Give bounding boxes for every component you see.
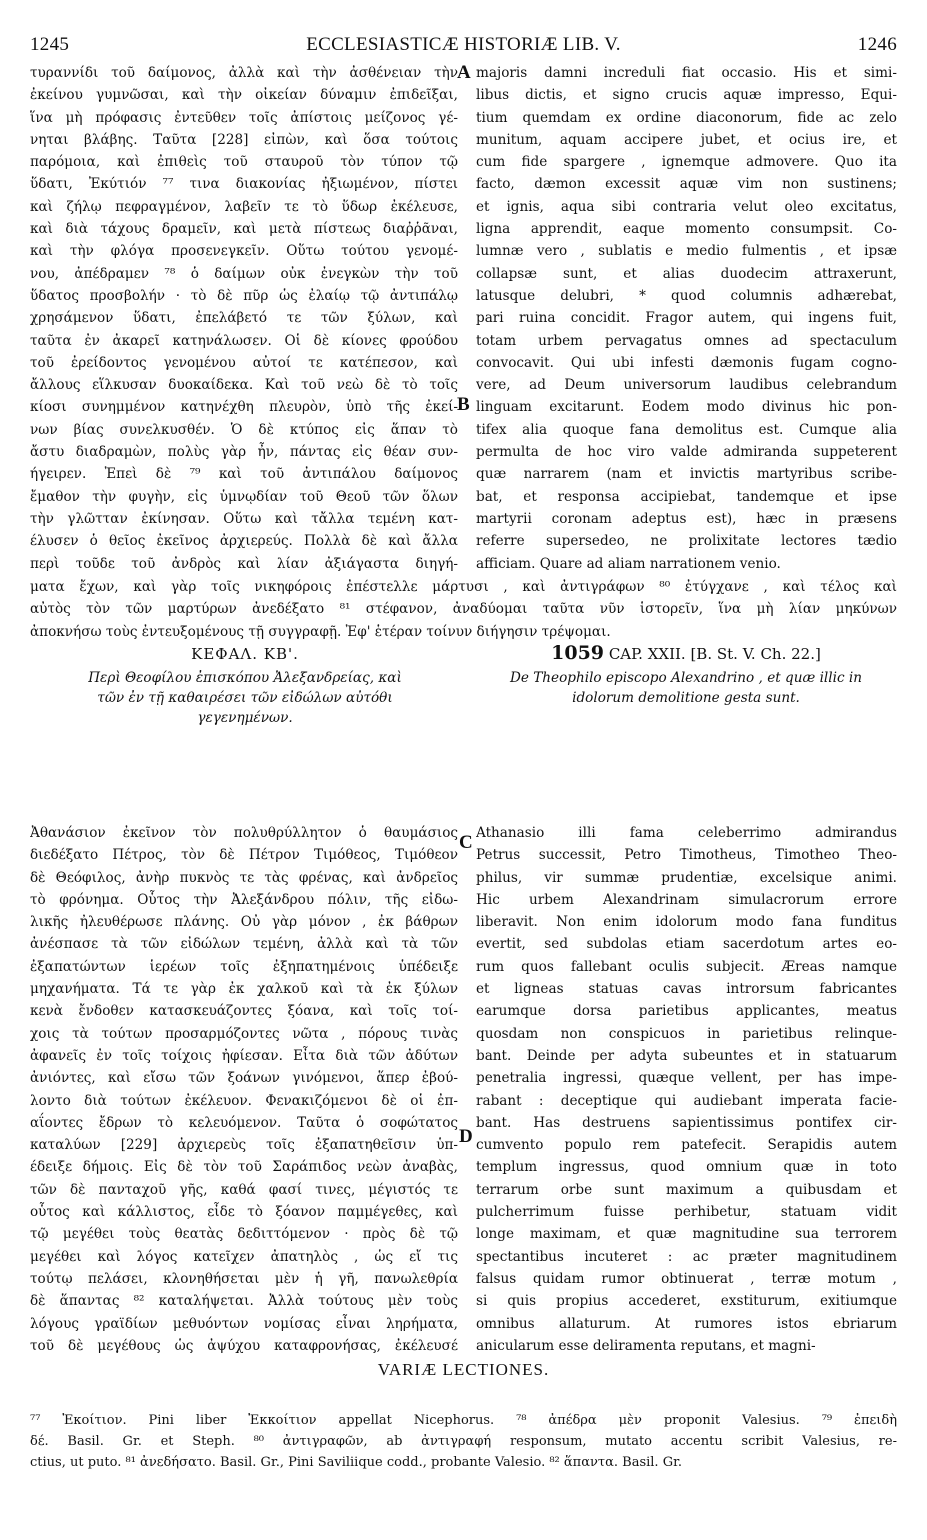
- latin-chapter-label: CAP. XXII. [B. St. V. Ch. 22.]: [608, 645, 821, 663]
- greek-line: τὴν γλῶτταν ἐκίνησαν. Οὕτω καὶ τἄλλα τεμένη κατ-: [30, 510, 458, 527]
- greek-line: νων βίας συνελκυσθέν. Ὁ δὲ κτύπος εἰς ἅπαν τὸ: [30, 421, 458, 438]
- latin-line: latusque delubri, * quod columnis adhærebat,: [476, 287, 897, 304]
- latin-line: pari ruina concidit. Fragor autem, qui ingens fuit,: [476, 310, 897, 327]
- greek-title-line: Περὶ Θεοφίλου ἐπισκόπου Ἀλεξανδρείας, καὶ: [88, 670, 402, 686]
- greek-line: αὐτὸς τὸν τῶν μαρτύρων ἀνεδέξατο ⁸¹ στέφανον, ἀναδύομαι ταῦτα νῦν ἱστορεῖν, ἵνα μὴ λίαν μηκύνων: [30, 601, 897, 618]
- greek-line: τοῦ δὲ μεγέθους ὡς ἀψύχου καταφρονήσας, ἐκέλευσέ: [30, 1337, 458, 1354]
- latin-line: liberavit. Non enim idolorum modo fana funditus: [476, 914, 897, 931]
- latin-title-line: De Theophilo episcopo Alexandrino , et quæ illic in: [509, 670, 863, 686]
- greek-line: αΐοντες ἔδρων τὸ κελευόμενον. Ταῦτα ὁ σοφώτατος: [30, 1114, 458, 1131]
- latin-line: terrarum orbe sunt maximum a quibusdam et: [476, 1181, 897, 1198]
- latin-line: collapsæ sunt, et alias duodecim attraxerunt,: [476, 265, 897, 282]
- greek-title-line: γεγενημένων.: [197, 710, 293, 726]
- latin-line: quosdam non conspicuos in parietibus relinque-: [476, 1025, 897, 1042]
- greek-line: κίοσι συνημμένον κατηνέχθη πλευρὸν, ὑπὸ τῆς ἐκεί-: [30, 399, 458, 416]
- latin-line: philus, vir summæ prudentiæ, excelsique animi.: [476, 869, 897, 886]
- latin-line: majoris damni increduli fiat occasio. His et simi-: [476, 65, 897, 81]
- latin-line: vere, ad Deum universorum laudibus celebrandum: [476, 377, 897, 394]
- greek-line: λόγους γραϊδίων μεθυόντων νομίσας εἶναι ληρήματα,: [30, 1315, 458, 1332]
- greek-line: λικῆς ἠλευθέρωσε πλάνης. Οὐ γὰρ μόνον , ἐκ βάθρων: [30, 914, 458, 931]
- greek-line: περὶ τοῦδε τοῦ ἀνδρὸς καὶ λίαν ἀξιάγαστα διηγή-: [30, 555, 458, 572]
- latin-line: cumvento populo rem patefecit. Serapidis autem: [476, 1137, 897, 1154]
- greek-line: ήγειρεν. Ἐπεὶ δὲ ⁷⁹ καὶ τοῦ ἀντιπάλου δαίμονος: [30, 466, 458, 483]
- page-title: ECCLESIASTICÆ HISTORIÆ LIB. V.: [306, 34, 621, 55]
- greek-line: λοντο διὰ τούτων ἐκέλευον. Φενακιζόμενοι δὲ οἱ ἐπ-: [30, 1092, 458, 1109]
- greek-line: νου, ἀπέδραμεν ⁷⁸ ὁ δαίμων οὐκ ἐνεγκὼν τὴν τοῦ: [30, 265, 458, 282]
- greek-line: ἐκείνου γυμνῶσαι, καὶ τὴν οἰκείαν δύναμιν ἐπιδεῖξαι,: [30, 87, 458, 104]
- latin-line: pulcherrimum fuisse perhibetur, statuam vidit: [476, 1204, 897, 1221]
- footnote-line: ctius, ut puto. ⁸¹ ἀνεδήσατο. Basil. Gr., Pini Saviliique codd., probante Valesio. ⁸² ἅπαντα. Basil. Gr.: [30, 1455, 682, 1470]
- greek-line: χρησάμενον ὕδατι, ἐπελάβετό τε τῶν ξύλων, καὶ: [30, 310, 458, 327]
- latin-line: si quis propius accederet, exstiturum, exitiumque: [476, 1293, 897, 1310]
- greek-line: έδειξε δήμοις. Εἰς δὲ τὸν τοῦ Σαράπιδος νεὼν ἀναβὰς,: [30, 1159, 458, 1176]
- latin-line: tifex alia quoque fana demolitus est. Cumque alia: [476, 421, 897, 438]
- latin-line: penetralia ingressi, quæque vellent, per has impe-: [476, 1070, 897, 1087]
- latin-line: martyrii coronam adeptus est), hæc in præsens: [476, 510, 897, 527]
- latin-line: rum quos fallebant oculis subjecit. Æreas namque: [476, 958, 897, 975]
- latin-line: libus dictis, et signo crucis aquæ impresso, Equi-: [476, 87, 897, 104]
- greek-line: κενὰ ἔνδοθεν κατασκευάζοντες ξόανα, καὶ τοῖς τοί-: [30, 1003, 458, 1020]
- greek-line: καὶ τὴν φλόγα προσενεγκεῖν. Οὕτω τούτου γενομέ-: [30, 243, 458, 260]
- latin-line: ligna apprendit, eaque momento consumpsit. Co-: [476, 221, 897, 238]
- greek-title-line: τῶν ἐν τῇ καθαιρέσει τῶν εἰδώλων αὐτόθι: [97, 690, 393, 706]
- greek-line: ματα ἔχων, καὶ γὰρ τοῖς νικηφόροις ἐπέστελλε μάρτυσι , καὶ ἀντιγράφων ⁸⁰ ἐτύγχανε , καὶ τέλος καὶ: [30, 579, 897, 595]
- page-number-left: 1245: [30, 34, 70, 55]
- latin-line: bant. Deinde per adyta subeuntes et in statuarum: [476, 1047, 897, 1064]
- page-number-right: 1246: [857, 34, 897, 55]
- greek-line: ἀνέσπασε τὰ τῶν εἰδώλων τεμένη, ἀλλὰ καὶ τὰ τῶν: [30, 936, 458, 953]
- greek-line: παρόμοια, καὶ ἐπιθεὶς τοῦ σταυροῦ τὸν τύπον τῷ: [30, 154, 458, 171]
- greek-line: ἀφανεῖς ἐν τοῖς τοίχοις ἠφίεσαν. Εἶτα διὰ τῶν ἀδύτων: [30, 1047, 458, 1064]
- variae-lectiones-heading: VARIÆ LECTIONES.: [377, 1360, 550, 1379]
- greek-line: ἵνα μὴ πρόφασις ἐντεῦθεν τοῖς ἀπίστοις μείζονος γέ-: [30, 109, 458, 126]
- latin-column-top: [476, 62, 897, 575]
- margin-letter-d: D: [459, 1126, 473, 1147]
- latin-line: linguam excitarunt. Eodem modo divinus hic pon-: [476, 399, 897, 416]
- greek-line: ὕδατι, Ἐκύτιόν ⁷⁷ τινα διακονίας ἠξιωμένον, πίστει: [30, 176, 458, 193]
- greek-line: δὲ ἅπαντας ⁸² καταλήψεται. Ἀλλὰ τούτους μὲν τοὺς: [30, 1293, 458, 1310]
- greek-line: καὶ διὰ τάχους δραμεῖν, καὶ μετὰ πίστεως διαῤῥᾶναι,: [30, 221, 458, 238]
- greek-line: καταλύων [229] ἀρχιερεὺς τοῖς ἐξαπατηθεῖσιν ὑπ-: [30, 1137, 458, 1154]
- latin-line: bat, et responsa accipiebat, tandemque et ipse: [476, 488, 897, 505]
- latin-line: omnibus allaturum. At rumores istos ebriarum: [476, 1315, 897, 1332]
- latin-line: permulta de hoc viro valde admiranda suppeterent: [476, 444, 897, 461]
- greek-line: Ἀθανάσιον ἐκεῖνον τὸν πολυθρύλλητον ὁ θαυμάσιος: [30, 825, 458, 841]
- greek-line: οὗτος καὶ κάλλιστος, εἶδε τὸ ξόανον παμμέγεθες, καὶ: [30, 1204, 458, 1221]
- greek-line: διεδέξατο Πέτρος, τὸν δὲ Πέτρον Τιμόθεος, Τιμόθεον: [30, 847, 458, 864]
- column-number: 1059: [551, 642, 605, 664]
- greek-line: δὲ Θεόφιλος, ἀνὴρ πυκνὸς τε τὰς φρένας, καὶ ἀνδρεῖος: [30, 869, 458, 886]
- greek-line: ἔμαθον τὴν φυγὴν, εἰς ὑμνῳδίαν τοῦ Θεοῦ τῶν ὅλων: [30, 488, 458, 505]
- running-head: [30, 34, 897, 58]
- latin-line: templum ingressus, quod omnium quæ in toto: [476, 1159, 897, 1176]
- greek-line: τοῦ ἐρείδοντος γενομένου αὐτοί τε κατέπεσον, καὶ: [30, 354, 458, 371]
- margin-letter-c: C: [459, 832, 473, 853]
- latin-line: falsus quidam rumor obtinuerat , terræ motum ,: [476, 1270, 897, 1287]
- latin-line: lumnæ vero , sublatis e medio fulmentis , et ipsæ: [476, 243, 897, 260]
- latin-line: quæ narrarem (nam et invictis martyribus scribe-: [476, 466, 897, 483]
- greek-column-top: [30, 62, 458, 575]
- latin-line: et ligneas statuas cavas introrsum fabricantes: [476, 981, 897, 998]
- latin-line: Hic urbem Alexandrinam simulacrorum errore: [476, 891, 897, 908]
- greek-line: ἄλλους εἵλκυσαν δυοκαίδεκα. Καὶ τοῦ νεὼ δὲ τὸ τοῖς: [30, 377, 458, 394]
- greek-line: έλυσεν ὁ θεῖος ἐκεῖνος ἀρχιερεύς. Πολλὰ δὲ καὶ ἄλλα: [30, 533, 458, 550]
- greek-line: ταῦτα ἐν ἀκαρεῖ κατηνάλωσεν. Οἱ δὲ κίονες φρούδου: [30, 332, 458, 349]
- latin-line: Athanasio illi fama celeberrimo admirandus: [476, 825, 897, 841]
- greek-line: ὕδατος προσβολήν · τὸ δὲ πῦρ ὡς ἐλαίῳ τῷ ἀντιπάλῳ: [30, 287, 458, 304]
- latin-line: tium quemdam ex ordine diaconorum, fide ac zelo: [476, 109, 897, 126]
- footnote-line: ⁷⁷ Ἐκοίτιον. Pini liber Ἐκκοίτιον appellat Nicephorus. ⁷⁸ ἀπέδρα μὲν proponit Valesius. ⁷⁹ ἐπειδὴ: [30, 1413, 897, 1428]
- greek-line: τούτῳ πελάσει, κλονηθήσεται μὲν ἡ γῆ, πανωλεθρία: [30, 1270, 458, 1287]
- latin-line: convocavit. Qui ubi infesti dæmonis fugam cogno-: [476, 354, 897, 371]
- greek-full-width-text: [30, 576, 897, 643]
- latin-line: totam urbem pervagatus omnes ad spectaculum: [476, 332, 897, 349]
- margin-letter-a: A: [457, 62, 471, 83]
- latin-line: referre supersedeo, ne prolixitate lectores tædio: [476, 533, 897, 550]
- footnotes: [30, 1410, 897, 1473]
- latin-line: anicularum esse deliramenta reputans, et magni-: [476, 1337, 816, 1354]
- latin-line: et ignis, aqua sibi contraria velut oleo excitatus,: [476, 198, 897, 215]
- greek-line: χοις τὰ τούτων προσαρμόζοντες νῶτα , πόρους τινὰς: [30, 1025, 458, 1042]
- latin-line: Petrus successit, Petro Timotheus, Timotheo Theo-: [476, 847, 897, 864]
- latin-title-line: idolorum demolitione gesta sunt.: [572, 690, 800, 706]
- latin-line: bant. Has destruens sapientissimus pontifex cir-: [476, 1114, 897, 1131]
- greek-line: τῶν δὲ πανταχοῦ γῆς, καθά φασί τινες, μέγιστός τε: [30, 1181, 458, 1198]
- latin-line: facto, dæmon excessit aquæ vim non sustinens;: [476, 176, 897, 193]
- greek-line: ἐξαπατώντων ἱερέων τοῖς ἐξηπατημένοις ὑπέδειξε: [30, 958, 458, 975]
- latin-line: cum fide spargere , ignemque admovere. Quo ita: [476, 154, 897, 171]
- greek-line: τυραννίδι τοῦ δαίμονος, ἀλλὰ καὶ τὴν ἀσθένειαν τὴν: [30, 65, 458, 81]
- greek-line: καὶ ζήλῳ πεφραγμένον, λαβεῖν τε τὸ ὕδωρ ἐκέλευσε,: [30, 198, 458, 215]
- greek-chapter-title: [30, 668, 460, 728]
- latin-line: evertit, sed subdolas etiam sacerdotum artes eo-: [476, 936, 897, 953]
- latin-chapter-title: [476, 668, 896, 708]
- greek-line: ἄστυ διαδραμὼν, πολὺς γὰρ ἦν, πάντας εἰς θέαν συν-: [30, 444, 458, 461]
- greek-line: ἀποκνήσω τοὺς ἐντευξομένους τῇ συγγραφῇ. Ἐφ' ἑτέραν τοίνυν διήγησιν τρέψομαι.: [30, 623, 611, 640]
- greek-column-bottom: [30, 822, 458, 1357]
- latin-chapter-heading: [476, 642, 896, 664]
- greek-line: τὸ φρόνημα. Οὗτος τὴν Ἀλεξάνδρου πόλιν, τῆς εἰδω-: [30, 891, 458, 908]
- greek-line: τῷ μεγέθει τοὺς θεατὰς δεδιττόμενον · πρὸς δὲ τῷ: [30, 1226, 458, 1243]
- greek-line: μεγέθει καὶ λόγος κατεῖχεν ἀπατηλὸς , ὡς εἴ τις: [30, 1248, 458, 1265]
- greek-chapter-heading: ΚΕΦΑΛ. ΚΒ'.: [191, 645, 299, 663]
- margin-letter-b: B: [457, 394, 470, 415]
- latin-line: longe maximam, et quæ magnitudine sua terrorem: [476, 1226, 897, 1243]
- latin-line: spectantibus incuteret : ac præter magnitudinem: [476, 1248, 897, 1265]
- latin-line: earumque dorsa parietibus applicantes, meatus: [476, 1003, 897, 1020]
- latin-line: munitum, aquam accipere jubet, et ocius ire, et: [476, 131, 897, 148]
- latin-column-bottom: [476, 822, 897, 1357]
- latin-line: rabant : deceptique qui audiebant imperata facie-: [476, 1092, 897, 1109]
- greek-line: νηται βλάβης. Ταῦτα [228] εἰπὼν, καὶ ὅσα τούτοις: [30, 131, 458, 148]
- greek-line: ἀνιόντες, καὶ εἴσω τῶν ξοάνων γινόμενοι, ἅπερ ἐβού-: [30, 1070, 458, 1087]
- greek-line: μηχανήματα. Τά τε γὰρ ἐκ χαλκοῦ καὶ τὰ ἐκ ξύλων: [30, 981, 458, 998]
- latin-line: afficiam. Quare ad aliam narrationem venio.: [476, 555, 781, 572]
- footnote-line: δέ. Basil. Gr. et Steph. ⁸⁰ ἀντιγραφῶν, ab ἀντιγραφή responsum, mutato accentu scribit Valesius, re-: [30, 1434, 897, 1449]
